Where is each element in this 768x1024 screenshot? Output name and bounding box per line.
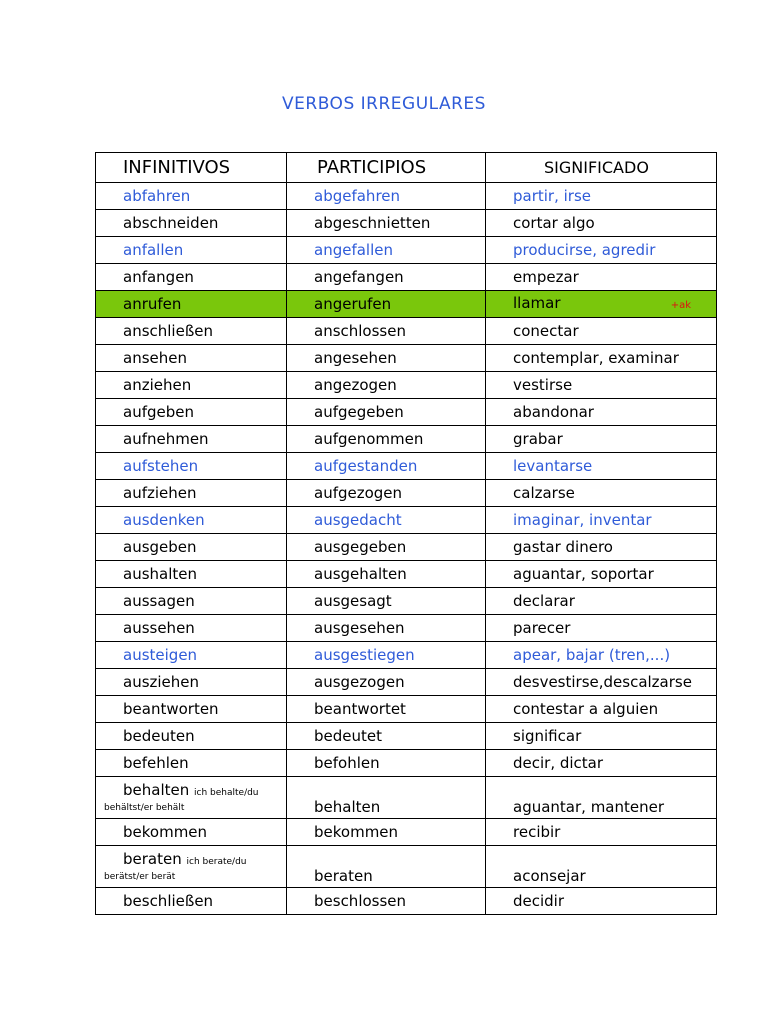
participle-cell: aufgestanden (287, 453, 486, 480)
infinitive-cell: bedeuten (96, 723, 287, 750)
page-title: VERBOS IRREGULARES (282, 94, 486, 114)
meaning-cell: gastar dinero (486, 534, 717, 561)
table-row (96, 696, 717, 723)
meaning-cell: levantarse (486, 453, 717, 480)
table-row (96, 480, 717, 507)
table-row (96, 534, 717, 561)
participle-cell: angerufen (287, 291, 486, 318)
participle-cell: aufgezogen (287, 480, 486, 507)
infinitive-cell: ausgeben (96, 534, 287, 561)
participle-cell: aufgenommen (287, 426, 486, 453)
participle-cell: behalten (287, 777, 486, 819)
meaning-cell: significar (486, 723, 717, 750)
meaning-cell: producirse, agredir (486, 237, 717, 264)
table-row (96, 561, 717, 588)
header-row (96, 153, 717, 183)
meaning-cell: imaginar, inventar (486, 507, 717, 534)
participle-cell: bedeutet (287, 723, 486, 750)
table-row (96, 291, 717, 318)
conjugation-note-line2: behältst/er behält (104, 802, 185, 813)
infinitive-text: beraten (123, 849, 182, 868)
infinitive-cell: aussagen (96, 588, 287, 615)
participle-cell: ausgesehen (287, 615, 486, 642)
header-infinitivos: INFINITIVOS (96, 153, 287, 183)
participle-cell: beantwortet (287, 696, 486, 723)
verbs-table (95, 152, 717, 915)
participle-cell: aufgegeben (287, 399, 486, 426)
meaning-cell (486, 291, 717, 318)
meaning-cell: empezar (486, 264, 717, 291)
participle-cell: ausgedacht (287, 507, 486, 534)
infinitive-cell: aussehen (96, 615, 287, 642)
infinitive-cell: beantworten (96, 696, 287, 723)
participle-cell: ausgegeben (287, 534, 486, 561)
participle-cell: beraten (287, 846, 486, 888)
participle-cell: bekommen (287, 819, 486, 846)
meaning-text: llamar (513, 293, 561, 312)
table-row (96, 426, 717, 453)
table-row (96, 723, 717, 750)
meaning-cell: abandonar (486, 399, 717, 426)
participle-cell: angezogen (287, 372, 486, 399)
participle-cell: ausgesagt (287, 588, 486, 615)
infinitive-cell: ausziehen (96, 669, 287, 696)
conjugation-note: ich berate/du (186, 856, 247, 867)
meaning-cell: decidir (486, 888, 717, 915)
infinitive-cell (96, 777, 287, 819)
infinitive-cell: anfallen (96, 237, 287, 264)
meaning-cell: aguantar, soportar (486, 561, 717, 588)
conjugation-note: ich behalte/du (194, 787, 259, 798)
table-row (96, 888, 717, 915)
verbs-table-body (96, 183, 717, 915)
participle-cell: beschlossen (287, 888, 486, 915)
meaning-cell: aguantar, mantener (486, 777, 717, 819)
infinitive-cell: beschließen (96, 888, 287, 915)
participle-cell: angesehen (287, 345, 486, 372)
table-row (96, 264, 717, 291)
table-row (96, 642, 717, 669)
table-row (96, 615, 717, 642)
handwritten-note: +ak (670, 299, 691, 311)
meaning-cell: contestar a alguien (486, 696, 717, 723)
table-row (96, 669, 717, 696)
infinitive-cell: aufziehen (96, 480, 287, 507)
conjugation-note-line2: berätst/er berät (104, 871, 176, 882)
meaning-cell: conectar (486, 318, 717, 345)
infinitive-cell: ansehen (96, 345, 287, 372)
table-row (96, 183, 717, 210)
table-row (96, 453, 717, 480)
meaning-cell: calzarse (486, 480, 717, 507)
meaning-cell: desvestirse,descalzarse (486, 669, 717, 696)
meaning-cell: grabar (486, 426, 717, 453)
header-significado: SIGNIFICADO (486, 153, 717, 183)
header-participios: PARTICIPIOS (287, 153, 486, 183)
infinitive-cell: anfangen (96, 264, 287, 291)
table-row (96, 819, 717, 846)
participle-cell: abgefahren (287, 183, 486, 210)
meaning-cell: aconsejar (486, 846, 717, 888)
participle-cell: befohlen (287, 750, 486, 777)
infinitive-cell: aushalten (96, 561, 287, 588)
table-row (96, 237, 717, 264)
table-row (96, 372, 717, 399)
participle-cell: ausgestiegen (287, 642, 486, 669)
infinitive-text: behalten (123, 780, 190, 799)
infinitive-cell: anschließen (96, 318, 287, 345)
meaning-cell: declarar (486, 588, 717, 615)
table-row (96, 777, 717, 819)
infinitive-cell: aufgeben (96, 399, 287, 426)
meaning-cell: cortar algo (486, 210, 717, 237)
table-row (96, 846, 717, 888)
table-row (96, 345, 717, 372)
meaning-cell: decir, dictar (486, 750, 717, 777)
participle-cell: angefallen (287, 237, 486, 264)
table-row (96, 210, 717, 237)
infinitive-cell: aufnehmen (96, 426, 287, 453)
participle-cell: ausgezogen (287, 669, 486, 696)
table-row (96, 750, 717, 777)
participle-cell: anschlossen (287, 318, 486, 345)
meaning-cell: apear, bajar (tren,...) (486, 642, 717, 669)
table-row (96, 507, 717, 534)
meaning-cell: recibir (486, 819, 717, 846)
table-row (96, 318, 717, 345)
meaning-cell: contemplar, examinar (486, 345, 717, 372)
infinitive-cell: abschneiden (96, 210, 287, 237)
infinitive-cell: anrufen (96, 291, 287, 318)
participle-cell: abgeschnietten (287, 210, 486, 237)
infinitive-cell: anziehen (96, 372, 287, 399)
infinitive-cell: befehlen (96, 750, 287, 777)
infinitive-cell: aufstehen (96, 453, 287, 480)
participle-cell: angefangen (287, 264, 486, 291)
infinitive-cell: abfahren (96, 183, 287, 210)
meaning-cell: vestirse (486, 372, 717, 399)
infinitive-cell: bekommen (96, 819, 287, 846)
infinitive-cell (96, 846, 287, 888)
infinitive-cell: ausdenken (96, 507, 287, 534)
table-row (96, 399, 717, 426)
participle-cell: ausgehalten (287, 561, 486, 588)
meaning-cell: partir, irse (486, 183, 717, 210)
table-row (96, 588, 717, 615)
infinitive-cell: austeigen (96, 642, 287, 669)
meaning-cell: parecer (486, 615, 717, 642)
